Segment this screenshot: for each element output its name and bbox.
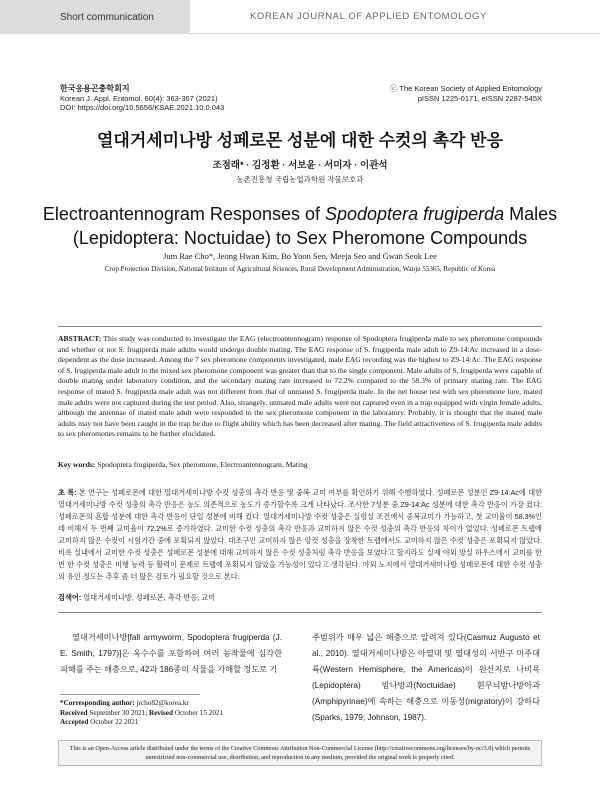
corresponding-author: *Corresponding author: jrcho82@korea.kr [60,699,189,707]
doi-link[interactable]: DOI: https://doi.org/10.5656/KSAE.2021.10.0.043 [60,103,225,112]
page-header [0,0,600,34]
species-name: Spodoptera frugiperda [325,204,505,224]
abstract-text: This study was conducted to investigate the EAG (electroantennogram) response of Spodoptera frugiperda male to sex pheromone compounds and whether or not S. frugiperda male adults would undergo double mating. The EAG response of S. frugiperda male adult to Z9-14:Ac increased in a dose-dependent as the dose increased. Among the 7 sex pheromone components investigated, male EAG recording was the highest to Z9-14:Ac. The EAG response of S. frugiperda male adult to the mixed sex pheromone component was greater than that to the single component. Male adults of S. frugiperda were capable of double mating under laboratory condition, and the secondary mating rate increased to 72.2% compared to the 58.3% of primary mating rate. The EAG response of mated S. frugiperda male adult was not different from that of unmated S. frugiperda male. In the net house test with sex pheromone lure, mated male adults were not captured during the test period. Also, strangely, unmated male adults were not captured even in a trap equipped with virgin female adults, although the antennae of mated male adult were responded to the sex pheromone component in the laboratory. Probably, it is thought that the mated male adults may not have been caught in the trap be due to flight ability which has been decreased after mating. The field attractiveness of S. frugiperda male adults to sex pheromones remains to be further elucidated. [58,334,542,439]
copyright: ⓒ The Korean Society of Applied Entomology [389,84,542,93]
keywords-label: Key words: [58,460,96,469]
summary-ko-label: 초 록: [58,488,77,497]
affiliation-ko: 농촌진흥청 국립농업과학원 작물보호과 [236,175,364,184]
header-divider [190,33,600,34]
corresponding-email[interactable]: jrcho82@korea.kr [134,699,189,707]
footnote-rule [60,694,200,695]
title-ko: 열대거세미나방 성페로몬 성분에 대한 수컷의 촉각 반응 [96,131,504,150]
body-right-column: 주범위가 매우 넓은 해충으로 알려져 있다(Casmuz Augusto et al., 2010). 열대거세미나방은 아열대 및 열대성의 서반구 미주대륙(Western Hemisphere, the Americas)이 원산지로 나비목(Lepidoptera) 밤나방과(Noctuidae) 흰무늬밤나방아과(Amphipyrinae)에 속하는 해충으로 이동성(migratory)이 강하다(Sparks, 1979; Johnson, 1987). [312,633,540,722]
title-en [0,202,600,250]
body-top-rule [58,612,542,613]
citation-block [60,84,224,113]
citation: Korean J. Appl. Entomol. 60(4): 363-367 (2021) [60,93,218,103]
abstract-label: ABSTRACT: [58,334,102,343]
authors-en: Jum Rae Cho*, Jeong Hwan Kim, Bo Yoon Seo, Meeja Seo and Gwan Seok Lee [163,251,437,261]
copyright-block [390,84,542,103]
keywords-text: Spodoptera frugiperda, Sex pheromone, Electroantennogram, Mating [95,460,308,469]
keywords-ko [58,593,542,603]
article-type-label: Short communication [60,12,154,23]
article-type-tab [0,0,190,34]
title-en-line1: Electroantennogram Responses of Spodoptera frugiperda Males [42,204,558,224]
accepted: Accepted October 22 2021 [60,718,139,726]
abstract [58,334,542,440]
title-en-line2: (Lepidoptera: Noctuidae) to Sex Pheromone Compounds [72,228,528,248]
footnotes [60,699,290,728]
keywords [58,460,542,470]
keywords-ko-label: 검색어: [58,593,82,602]
journal-name-header: KOREAN JOURNAL OF APPLIED ENTOMOLOGY [250,11,487,22]
received-revised: Received September 30 2021; Revised October 15 2021 [60,708,224,717]
license-notice: This is an Open-Access article distributed under the terms of the Creative Commons Attribution Non-Commercial License (http://creativecommons.org/licenses/by-nc/3.0) which permits unrestricted non-commercial use, distribution, and reproduction in any medium, provided the original work is properly cited. [58,740,542,766]
authors-ko: 조점래* · 김정환 · 서보윤 · 서미자 · 이관석 [212,160,388,171]
body-left-column: 열대거세미나방[fall armyworm, Spodoptera frugiperda (J. E. Smith, 1797)]은 옥수수를 포함하여 여러 농작물에 심각한 피해를 주는 해충으로, 42과 186종의 식물을 가해할 정도로 기 [60,633,282,674]
summary-ko-text: 본 연구는 성페로몬에 대한 열대거세미나방 수컷 성충의 촉각 반응 및 중복 교미 여부를 확인하기 위해 수행하였다. 성페로몬 성분인 Z9-14:Ac에 대한 열대거세미나방 수컷 성충의 촉각 반응은 농도 의존적으로 농도가 증가할수록 크게 나타났다. 조사한 7성분 중 Z9-14:Ac 성분에 대한 촉각 반응이 가장 컸다. 성페로몬의 혼합 성분에 대한 촉각 반응이 단일 성분에 비해 컸다. 열대거세미나방 수컷 성충은 실험실 조건에서 중복교미가 가능하고, 첫 교미율이 58.3%인데 비해서 두 번째 교미율이 72.2%로 증가하였다. 교미한 수컷 성충의 촉각 반응과 교미하지 않은 수컷 성충의 촉각 반응의 차이가 없었다. 성페로몬 트랩에 교미하지 않은 수컷이 시험기간 중에 포획되지 않았다. 대조구인 교미하지 않은 암컷 성충을 장착한 트랩에서도 교미하지 않은 수컷 성충은 포획되지 않았다. 비록 실내에서 교미한 수컷 성충은 성페로몬 성분에 대해 교미하지 않은 수컷 성충처럼 촉각 반응을 보였다고 할지라도 실제 야외 망실 하우스에서 교미를 한번 한 수컷 성충은 비행 능력 등 활력이 문제로 트랩에 포획되지 않았을 가능성이 있다고 생각된다. 야외 노지에서 열대거세미나방 성페로몬에 대한 수컷 성충의 유인 정도는 추후 좀 더 많은 검토가 필요할 것으로 본다. [58,488,542,581]
abstract-top-rule [58,326,542,327]
keywords-ko-text: 열대거세미나방, 성페로몬, 촉각 반응, 교미 [81,593,216,602]
summary-ko [58,487,542,583]
issn: pISSN 1225-0171, eISSN 2287-545X [417,93,542,103]
affiliation-en: Crop Protection Division, National Institute of Agricultural Sciences, Rural Development Administration, Wanju 55365, Republic of Korea [104,265,496,273]
journal-title-ko: 한국응용곤충학회지 [60,84,130,93]
